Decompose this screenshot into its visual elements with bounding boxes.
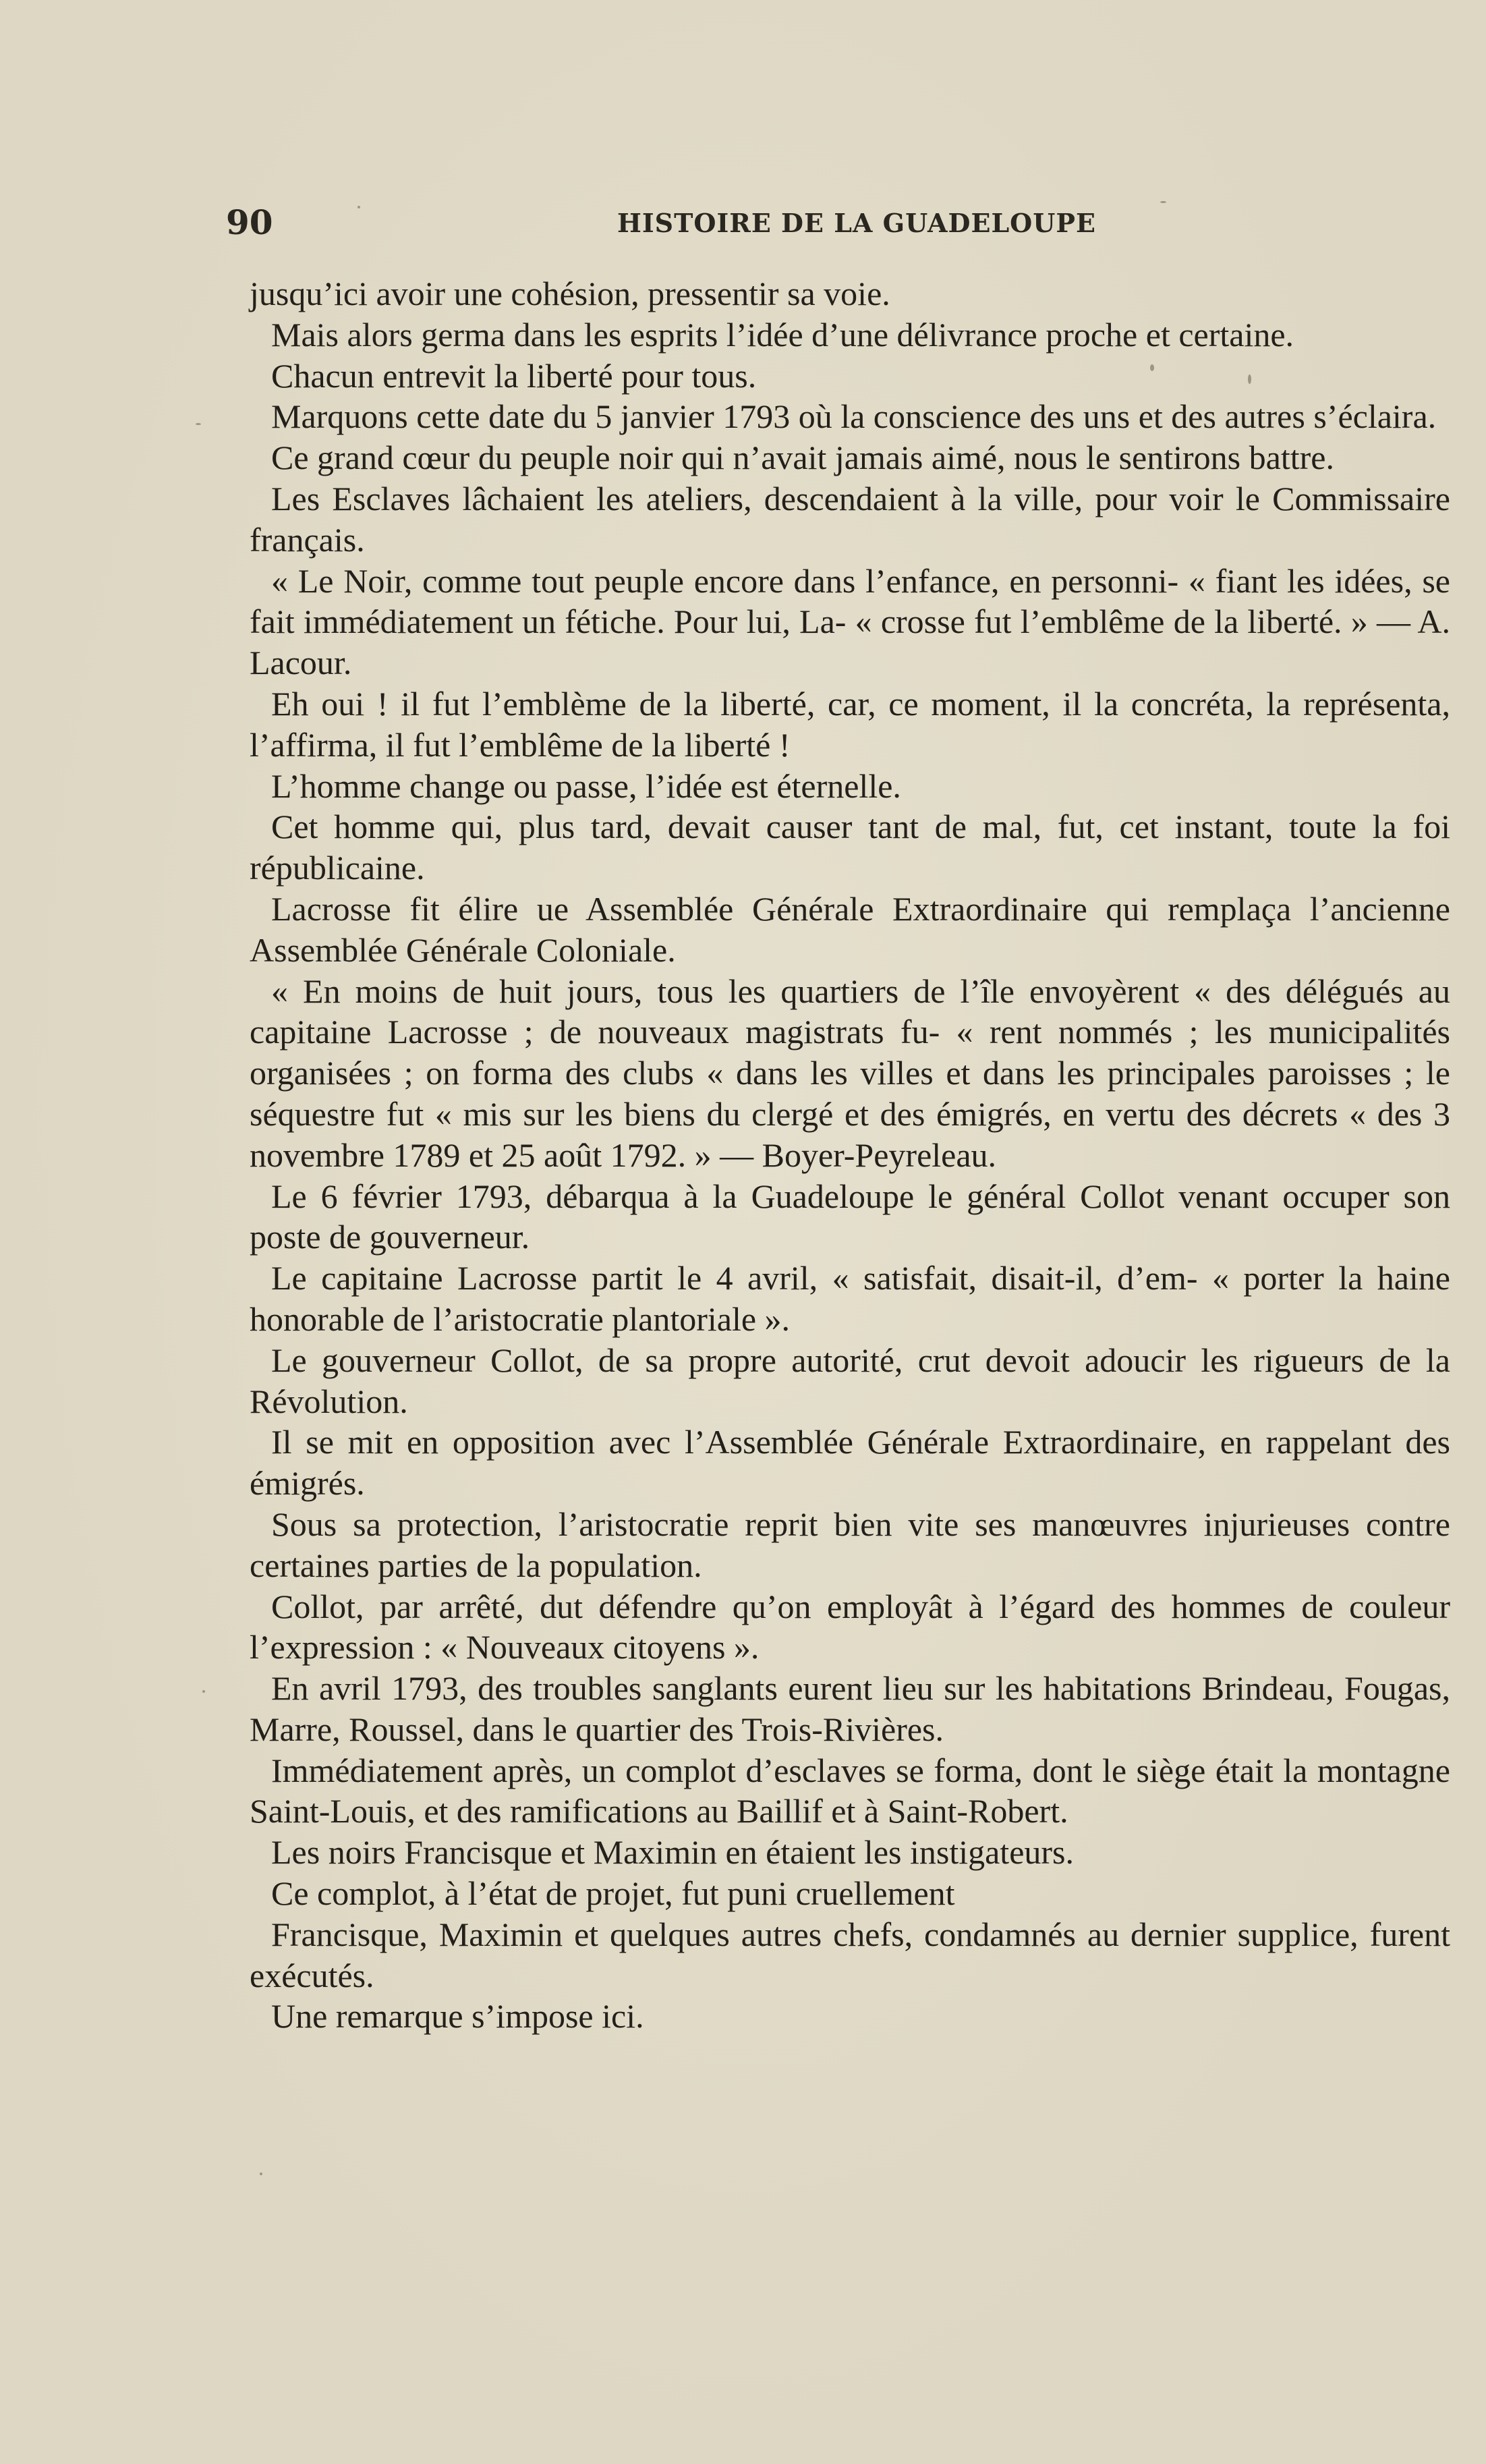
paragraph: Il se mit en opposition avec l’Assemblée Générale Extraordinaire, en rappelant des émigrés. [250,1423,1450,1503]
paragraph: Immédiatement après, un complot d’esclaves se forma, dont le siège était la montagne Saint-Louis, et des ramifications au Baillif et à Saint-Robert. [250,1751,1450,1830]
running-title: HISTOIRE DE LA GUADELOUPE [617,208,1096,238]
paragraph: Le capitaine Lacrosse partit le 4 avril, « satisfait, disait-il, d’em- « porter la haine honorable de l’aristocratie plantoriale ». [250,1259,1450,1338]
paper-speck [202,1690,205,1693]
paragraph: Ce grand cœur du peuple noir qui n’avait jamais aimé, nous le sentirons battre. [271,439,1334,477]
paragraph: Les noirs Francisque et Maximin en étaient les instigateurs. [271,1833,1074,1872]
paper-speck [260,2173,262,2175]
paragraph: Lacrosse fit élire ue Assemblée Générale Extraordinaire qui remplaça l’ancienne Assemblée Générale Coloniale. [250,889,1450,969]
paragraph: En avril 1793, des troubles sanglants eurent lieu sur les habitations Brindeau, Fougas, Marre, Roussel, dans le quartier des Trois-Rivières. [250,1669,1450,1748]
paper-speck [1150,364,1154,371]
paragraph: Le gouverneur Collot, de sa propre autorité, crut devoit adoucir les rigueurs de la Révolution. [250,1341,1450,1420]
paragraph: Marquons cette date du 5 janvier 1793 où la conscience des uns et des autres s’éclaira. [271,397,1437,436]
page-header [226,202,1258,243]
paragraph: Chacun entrevit la liberté pour tous. [271,356,757,395]
paragraph: Cet homme qui, plus tard, devait causer tant de mal, fut, cet instant, toute la foi républicaine. [250,808,1450,887]
quote-paragraph: « Le Noir, comme tout peuple encore dans l’enfance, en personni- « fiant les idées, se fait immédiatement un fétiche. Pour lui, La- « crosse fut l’emblême de la liberté. » — A. Lacour. [250,561,1450,682]
paper-speck [1160,201,1166,203]
paragraph: jusqu’ici avoir une cohésion, pressentir sa voie. [250,275,890,312]
paragraph: Eh oui ! il fut l’emblème de la liberté, car, ce moment, il la concréta, la représenta, l’affirma, il fut l’emblême de la liberté ! [250,684,1450,764]
paragraph: Mais alors germa dans les esprits l’idée d’une délivrance proche et certaine. [271,315,1294,354]
quote-paragraph: « En moins de huit jours, tous les quartiers de l’île envoyèrent « des délégués au capitaine Lacrosse ; de nouveaux magistrats fu- « rent nommés ; les municipalités organisées ; on forma des clubs « dans les villes et dans les principales paroisses ; le séquestre fut « mis sur les biens du clergé et des émigrés, en vertu des décrets « des 3 novembre 1789 et 25 août 1792. » — Boyer-Peyreleau. [250,972,1450,1174]
paragraph: Une remarque s’impose ici. [271,1997,644,2036]
body-text [250,273,1450,2037]
paragraph: Le 6 février 1793, débarqua à la Guadeloupe le général Collot venant occuper son poste de gouverneur. [250,1177,1450,1256]
paragraph: Les Esclaves lâchaient les ateliers, descendaient à la ville, pour voir le Commissaire français. [250,479,1450,559]
page-number: 90 [226,202,273,242]
paragraph: Sous sa protection, l’aristocratie reprit bien vite ses manœuvres injurieuses contre certaines parties de la population. [250,1505,1450,1584]
paragraph: Ce complot, à l’état de projet, fut puni cruellement [271,1874,955,1913]
paper-speck [1248,374,1251,384]
paper-speck [358,206,360,208]
paragraph: Collot, par arrêté, dut défendre qu’on employât à l’égard des hommes de couleur l’expression : « Nouveaux citoyens ». [250,1587,1450,1667]
paragraph: Francisque, Maximin et quelques autres chefs, condamnés au dernier supplice, furent exécutés. [250,1915,1450,1994]
paper-speck [196,423,201,425]
paragraph: L’homme change ou passe, l’idée est éternelle. [271,766,901,805]
